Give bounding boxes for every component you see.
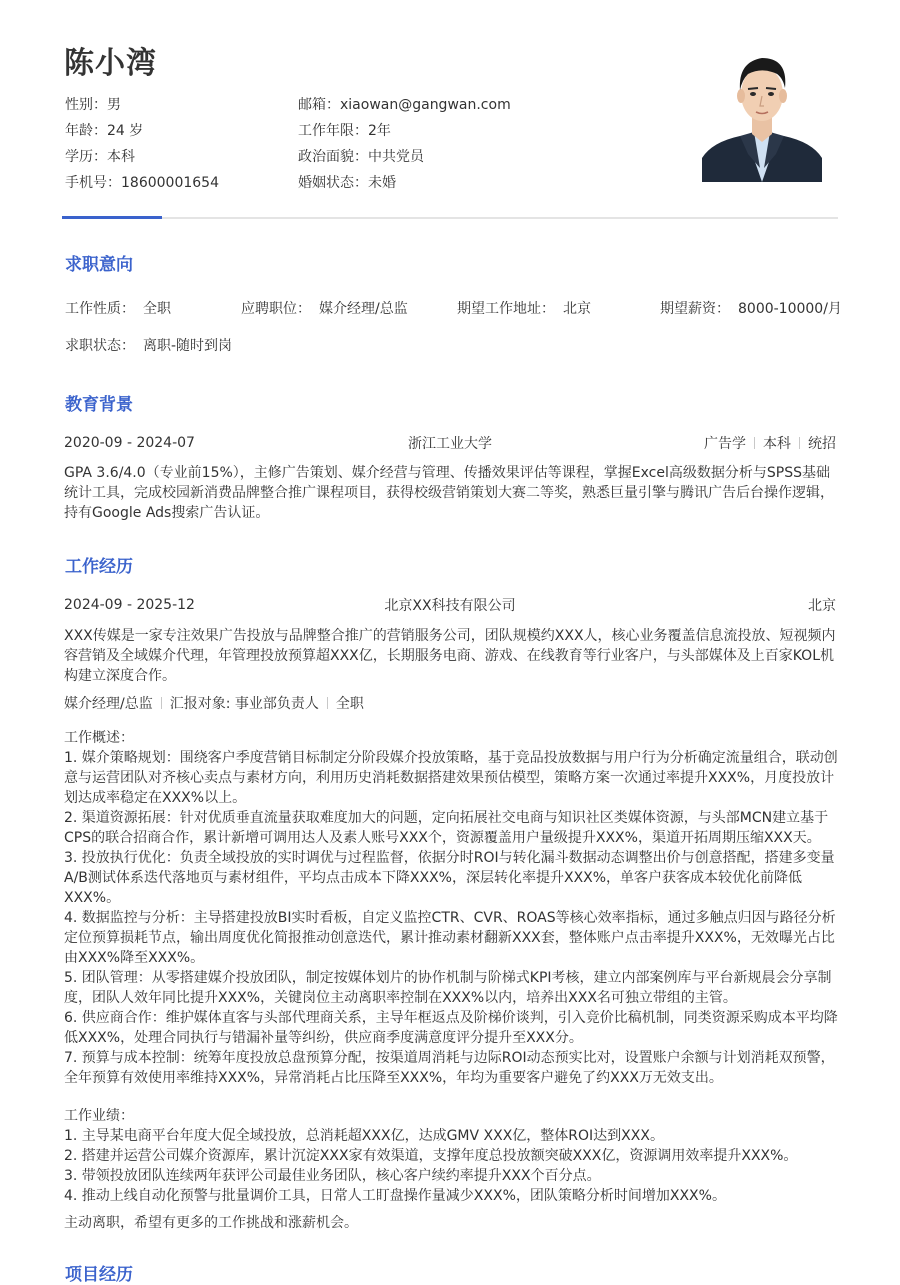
info-row	[65, 146, 625, 172]
basic-info	[65, 94, 625, 198]
text-line: XXX传媒是一家专注效果广告投放与品牌整合推广的营销服务公司，团队规模约XXX人，核心业务覆盖信息流投放、短视频内	[64, 628, 836, 644]
role-type: 全职	[335, 696, 364, 712]
work-period: 2024-09 - 2025-12	[64, 597, 195, 613]
header-divider	[62, 217, 838, 219]
text-line: 统计工具，完成校园新消费品牌整合推广课程项目，获得校级营销策划大赛二等奖，熟悉巨量引擎与腾讯广告后台操作逻辑，	[64, 485, 834, 501]
text-line: 工作概述：	[64, 730, 134, 746]
section-title-project: 项目经历	[65, 1265, 133, 1285]
text-line: 3. 带领投放团队连续两年获评公司最佳业务团队，核心客户续约率提升XXX个百分点。	[64, 1168, 601, 1184]
profile-photo	[702, 50, 822, 182]
info-phone: 手机号：18600001654	[65, 175, 219, 191]
company-description	[64, 626, 836, 686]
work-header	[64, 595, 836, 615]
intent-position: 应聘职位： 媒介经理/总监	[241, 301, 408, 317]
education-header	[64, 433, 836, 453]
intent-status: 求职状态： 离职-随时到岗	[65, 338, 233, 354]
info-political: 政治面貌：中共党员	[298, 149, 424, 165]
text-line: 全年预算有效使用率维持XXX%，异常消耗占比压降至XXX%，年均为重要客户避免了约XXX万无效支出。	[64, 1070, 723, 1086]
education-school: 浙江工业大学	[408, 436, 492, 452]
work-achievements	[64, 1106, 836, 1206]
education-description	[64, 463, 836, 523]
education-tag: 广告学	[704, 436, 746, 452]
intent-salary: 期望薪资： 8000-10000/月	[660, 301, 842, 317]
section-title-intent: 求职意向	[65, 255, 133, 275]
text-line: 划达成率稳定在XXX%以上。	[64, 790, 247, 806]
text-line: 5. 团队管理：从零搭建媒介投放团队，制定按媒体划片的协作机制与阶梯式KPI考核，建立内部案例库与平台新规晨会分享制	[64, 970, 832, 986]
text-line: 容营销及全域媒介代理，年管理投放预算超XXX亿，长期服务电商、游戏、在线教育等行业客户，与头部媒体及上百家KOL机	[64, 648, 835, 664]
role-report-to: 汇报对象: 事业部负责人	[169, 696, 319, 712]
info-degree: 学历：本科	[65, 149, 135, 165]
info-years: 工作年限：2年	[298, 123, 391, 139]
text-line: 构建立深度合作。	[64, 668, 176, 684]
tag-divider	[754, 437, 755, 449]
text-line: 4. 数据监控与分析：主导搭建投放BI实时看板，自定义监控CTR、CVR、ROAS等核心效率指标，通过多触点归因与路径分析	[64, 910, 836, 926]
role-divider	[327, 697, 328, 709]
role-title: 媒介经理/总监	[64, 696, 153, 712]
text-line: 意与运营团队对齐核心卖点与素材方向，利用历史消耗数据搭建效果预估模型，策略方案一次通过率提升XXX%，月度投放计	[64, 770, 835, 786]
header-divider-accent	[62, 216, 162, 219]
text-line: 持有Google Ads搜索广告认证。	[64, 505, 270, 521]
info-row	[65, 120, 625, 146]
profile-photo-icon	[702, 50, 822, 182]
text-line: A/B测试体系迭代落地页与素材组件，平均点击成本下降XXX%，深层转化率提升XXX%，单客户获客成本较优化前降低	[64, 870, 803, 886]
intent-job-type: 工作性质： 全职	[65, 301, 171, 317]
text-line: 低XXX%，处理合同执行与错漏补量等纠纷，供应商季度满意度评分提升至XXX分。	[64, 1030, 583, 1046]
info-gender: 性别：男	[65, 97, 121, 113]
education-tag: 本科	[763, 436, 791, 452]
info-marital: 婚姻状态：未婚	[298, 175, 396, 191]
text-line: 由XXX%降至XXX%。	[64, 950, 205, 966]
text-line: CPS的联合招商合作，累计新增可调用达人及素人账号XXX个，资源覆盖用户量级提升XXX%，渠道开拓周期压缩XXX天。	[64, 830, 821, 846]
text-line: 4. 推动上线自动化预警与批量调价工具，日常人工盯盘操作量减少XXX%，团队策略分析时间增加XXX%。	[64, 1188, 726, 1204]
info-row	[65, 94, 625, 120]
text-line: 1. 媒介策略规划：围绕客户季度营销目标制定分阶段媒介投放策略，基于竞品投放数据与用户行为分析确定流量组合，联动创	[64, 750, 838, 766]
text-line: 6. 供应商合作：维护媒体直客与头部代理商关系，主导年框返点及阶梯价谈判，引入竞价比稿机制，同类资源采购成本平均降	[64, 1010, 838, 1026]
education-period: 2020-09 - 2024-07	[64, 435, 195, 451]
info-email: 邮箱：xiaowan@gangwan.com	[298, 97, 511, 113]
text-line: GPA 3.6/4.0（专业前15%），主修广告策划、媒介经营与管理、传播效果评估等课程，掌握Excel高级数据分析与SPSS基础	[64, 465, 830, 481]
section-title-education: 教育背景	[65, 395, 133, 415]
info-age: 年龄：24 岁	[65, 123, 144, 139]
work-company: 北京XX科技有限公司	[384, 598, 516, 614]
work-location: 北京	[808, 598, 836, 614]
text-line: 2. 搭建并运营公司媒介资源库，累计沉淀XXX家有效渠道，支撑年度总投放额突破XXX亿，资源调用效率提升XXX%。	[64, 1148, 798, 1164]
section-title-work: 工作经历	[65, 557, 133, 577]
role-divider	[161, 697, 162, 709]
education-tags	[704, 433, 836, 453]
work-role	[64, 693, 364, 713]
work-overview	[64, 728, 836, 1088]
text-line: 度，团队人效年同比提升XXX%，关键岗位主动离职率控制在XXX%以内，培养出XXX名可独立带组的主管。	[64, 990, 737, 1006]
candidate-name: 陈小湾	[64, 46, 157, 81]
text-line: XXX%。	[64, 890, 121, 906]
info-row	[65, 172, 625, 198]
text-line: 7. 预算与成本控制：统筹年度投放总盘预算分配，按渠道周消耗与边际ROI动态预实比对，设置账户余额与计划消耗双预警，	[64, 1050, 835, 1066]
text-line: 主动离职，希望有更多的工作挑战和涨薪机会。	[64, 1215, 358, 1231]
tag-divider	[799, 437, 800, 449]
text-line: 2. 渠道资源拓展：针对优质垂直流量获取难度加大的问题，定向拓展社交电商与知识社区类媒体资源，与头部MCN建立基于	[64, 810, 829, 826]
text-line: 定位预算损耗节点，输出周度优化简报推动创意迭代，累计推动素材翻新XXX套，整体账户点击率提升XXX%，无效曝光占比	[64, 930, 835, 946]
leave-reason	[64, 1213, 836, 1233]
education-tag: 统招	[808, 436, 836, 452]
text-line: 1. 主导某电商平台年度大促全域投放，总消耗超XXX亿，达成GMV XXX亿，整体ROI达到XXX。	[64, 1128, 664, 1144]
text-line: 3. 投放执行优化：负责全域投放的实时调优与过程监督，依据分时ROI与转化漏斗数据动态调整出价与创意搭配，搭建多变量	[64, 850, 835, 866]
intent-location: 期望工作地址： 北京	[457, 301, 591, 317]
text-line: 工作业绩：	[64, 1108, 134, 1124]
